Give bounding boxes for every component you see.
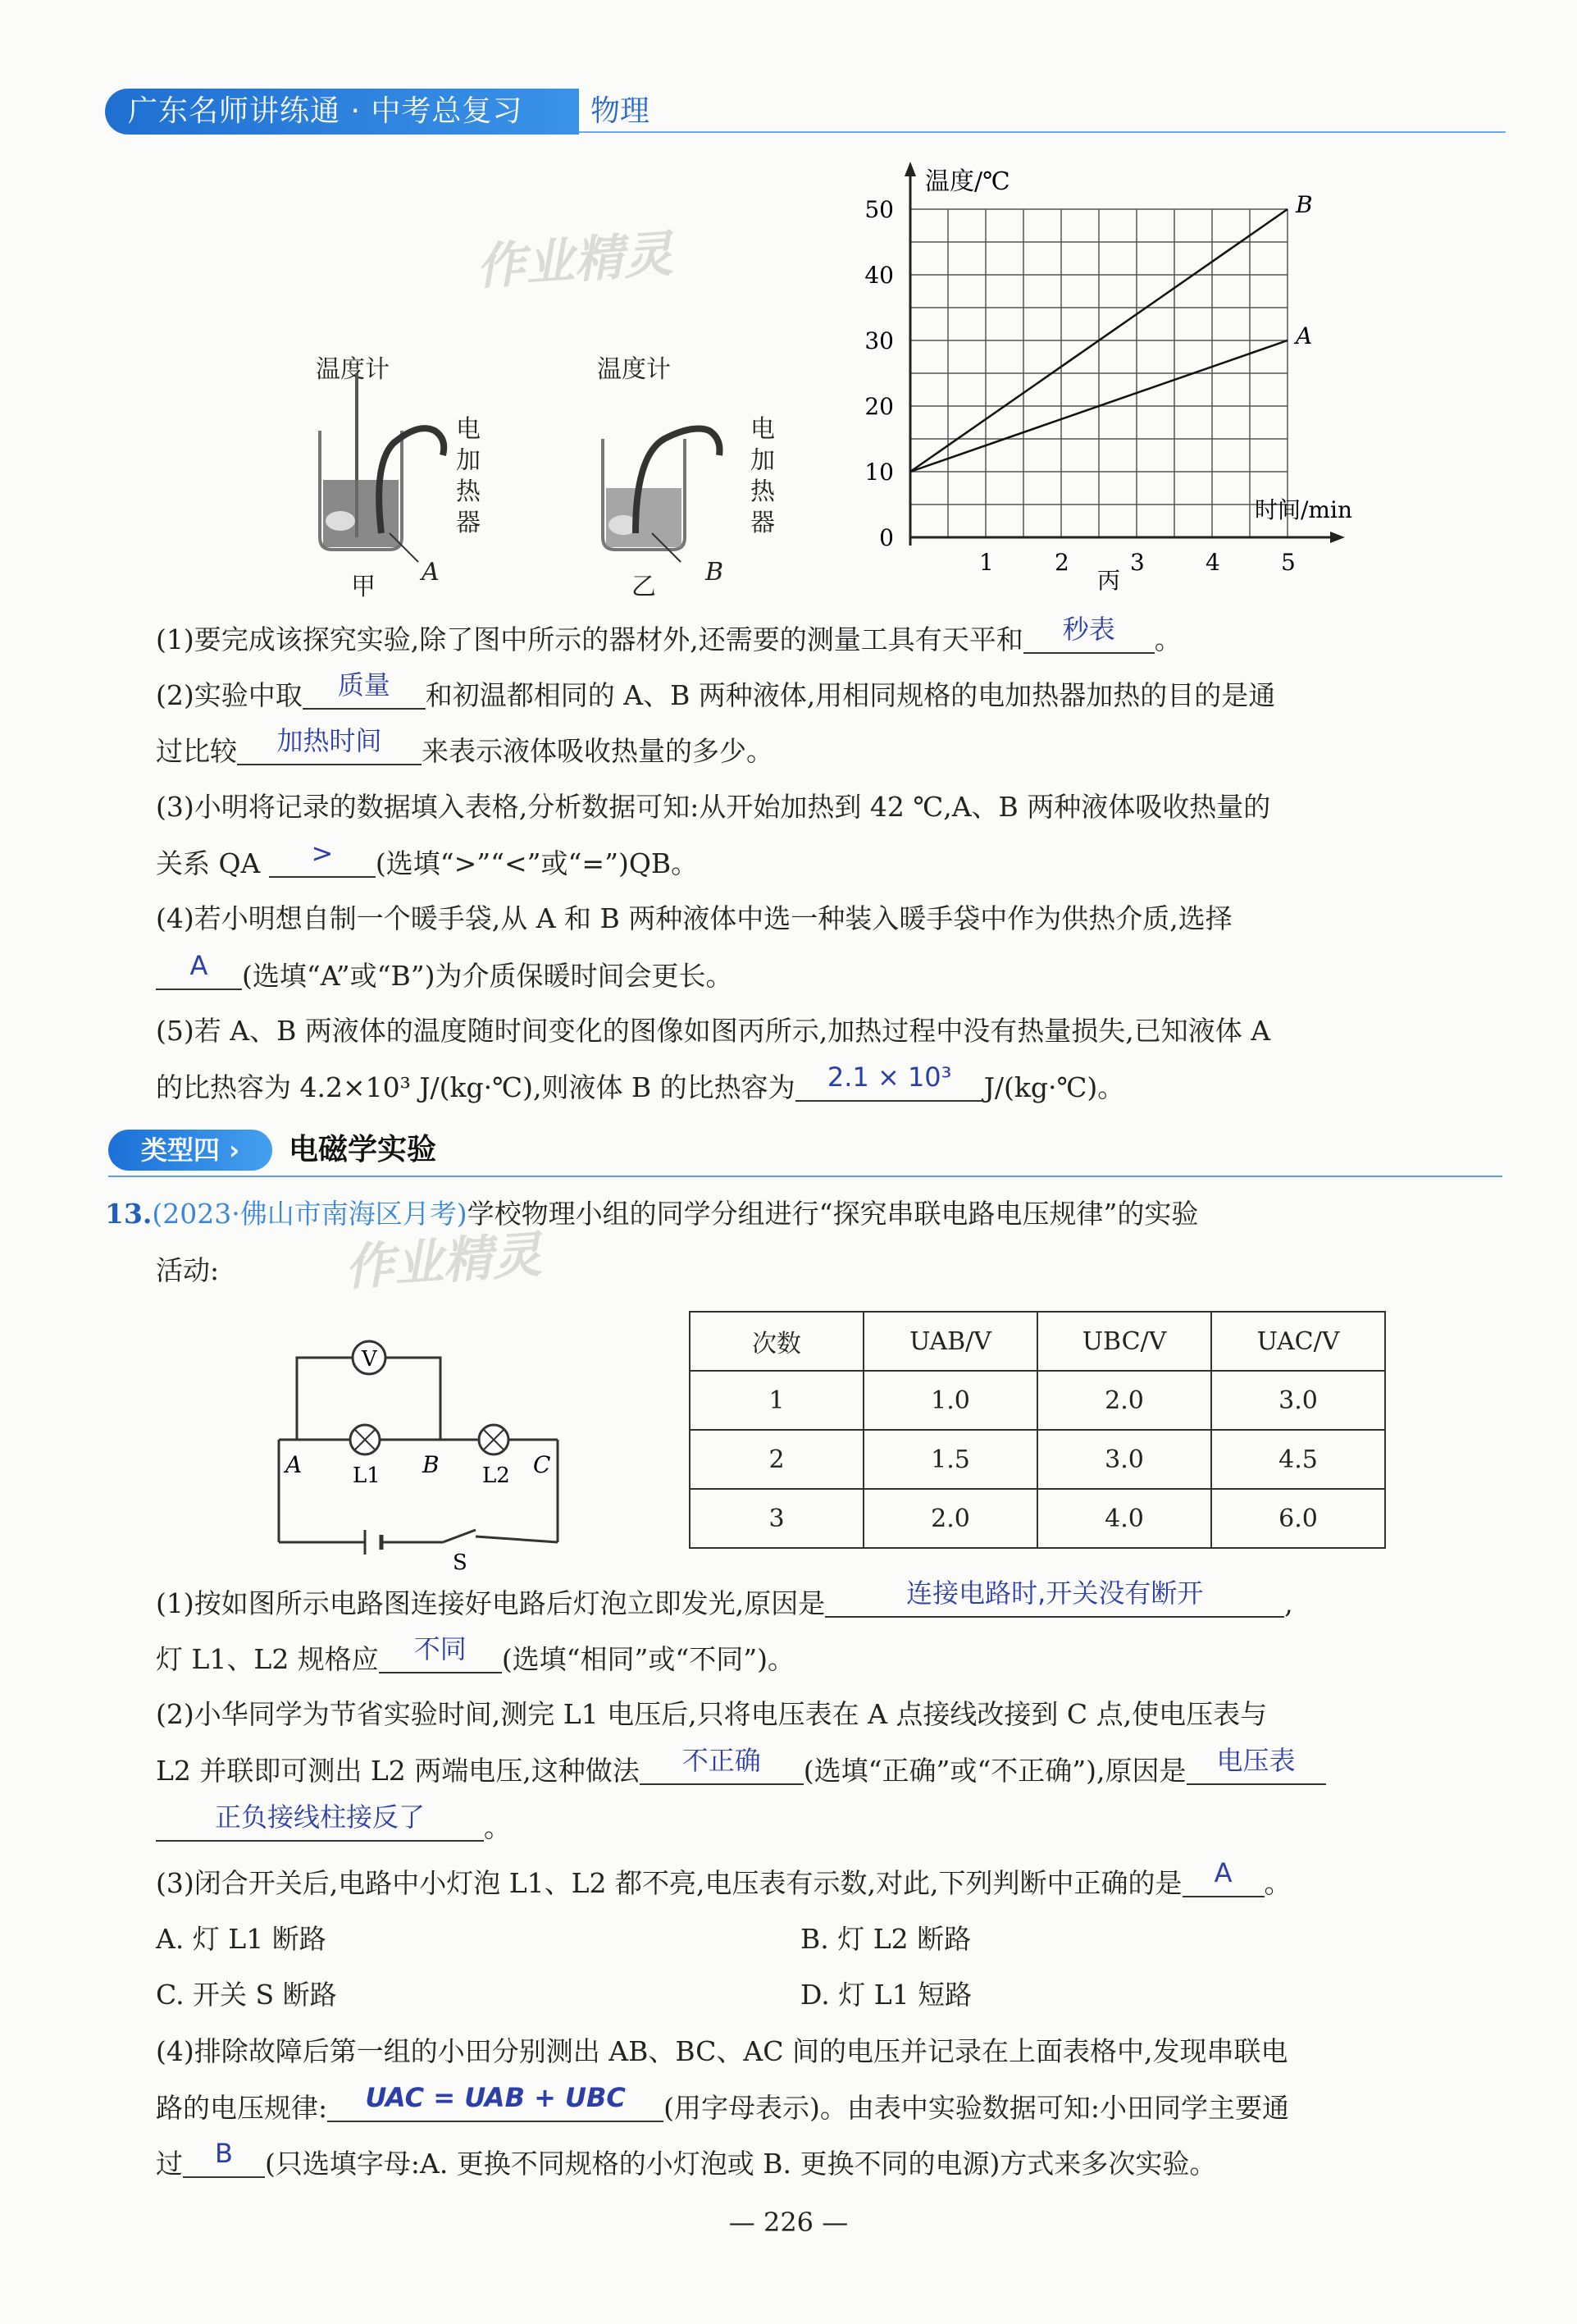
table-cell: 2.0 — [864, 1489, 1037, 1548]
answer-blank[interactable]: B — [183, 2144, 265, 2178]
q12-part5a: (5)若 A、B 两液体的温度随时间变化的图像如图丙所示,加热过程中没有热量损失,已知液体 A — [156, 1015, 1271, 1047]
q12-part2b: 过比较 加热时间 来表示液体吸收热量的多少。 — [156, 725, 773, 767]
circuit-diagram — [271, 1325, 582, 1575]
table-header-cell: 次数 — [690, 1312, 864, 1371]
series-label-a: A — [1296, 322, 1313, 349]
q12-part5b: 的比热容为 4.2×10³ J/(kg·℃),则液体 B 的比热容为 2.1 × 10³ J/(kg·℃)。 — [156, 1062, 1125, 1103]
beaker-yi-caption: 乙 — [631, 573, 656, 601]
table-row — [690, 1430, 1385, 1489]
liquid-b-label: B — [705, 558, 724, 587]
q13-part1a: (1)按如图所示电路图连接好电路后灯泡立即发光,原因是 连接电路时,开关没有断开 , — [156, 1577, 1293, 1619]
answer-blank[interactable]: 质量 — [303, 675, 426, 710]
answer-blank[interactable]: 秒表 — [1023, 619, 1155, 654]
x-tick-label: 5 — [1281, 549, 1296, 576]
table-header-cell: UAC/V — [1211, 1312, 1385, 1371]
answer-blank[interactable]: 正负接线柱接反了 — [156, 1807, 484, 1842]
beaker-jia-image — [320, 373, 444, 562]
beaker-yi-image — [603, 429, 720, 562]
table-cell: 3.0 — [1211, 1371, 1385, 1430]
switch-label: S — [453, 1550, 467, 1575]
heater-label-jia: 电加热器 — [456, 415, 481, 537]
answer-blank[interactable]: 不正确 — [640, 1751, 804, 1785]
table-cell: 3.0 — [1037, 1430, 1211, 1489]
answer-blank[interactable]: 不同 — [379, 1639, 502, 1673]
answer-blank[interactable]: A — [1183, 1863, 1265, 1897]
node-b-label: B — [422, 1451, 440, 1478]
x-tick-label: 3 — [1130, 549, 1145, 576]
answer-blank[interactable]: 2.1 × 10³ — [795, 1067, 984, 1102]
q13-option-d: D. 灯 L1 短路 — [800, 1979, 973, 2011]
q12-part3a: (3)小明将记录的数据填入表格,分析数据可知:从开始加热到 42 ℃,A、B 两种液体吸收热量的 — [156, 791, 1271, 823]
section-divider — [108, 1176, 1502, 1177]
q13-option-c: C. 开关 S 断路 — [156, 1979, 337, 2011]
y-axis-arrow — [905, 162, 916, 176]
q13-option-b: B. 灯 L2 断路 — [800, 1923, 972, 1955]
thermometer-label-jia: 温度计 — [316, 355, 390, 384]
y-tick-label: 10 — [864, 459, 894, 486]
answer-blank[interactable]: A — [156, 956, 242, 990]
subject-label: 物理 — [590, 94, 650, 128]
q13-stem-cont: 活动: — [156, 1254, 220, 1286]
q13-part2c: 正负接线柱接反了 。 — [156, 1807, 511, 1847]
liquid-a-label: A — [422, 558, 440, 587]
q13-stem: 13.(2023·佛山市南海区月考)学校物理小组的同学分组进行“探究串联电路电压规律”的实验 — [105, 1198, 1199, 1230]
table-cell: 2.0 — [1037, 1371, 1211, 1430]
section-header — [108, 1130, 1502, 1176]
x-axis-arrow — [1330, 532, 1345, 543]
table-cell: 4.5 — [1211, 1430, 1385, 1489]
table-header-cell: UBC/V — [1037, 1312, 1211, 1371]
panel-caption-bing: 丙 — [1097, 567, 1121, 594]
table-header-cell: UAB/V — [864, 1312, 1037, 1371]
header-divider — [579, 131, 1506, 133]
y-axis-label: 温度/℃ — [925, 167, 1010, 196]
table-cell: 6.0 — [1211, 1489, 1385, 1548]
y-tick-label: 20 — [864, 393, 894, 420]
heater-label-yi: 电加热器 — [750, 415, 775, 537]
section-badge: 类型四 › — [108, 1130, 272, 1171]
q13-option-a: A. 灯 L1 断路 — [156, 1923, 326, 1955]
table-cell: 2 — [690, 1430, 864, 1489]
q13-part2a: (2)小华同学为节省实验时间,测完 L1 电压后,只将电压表在 A 点接线改接到 C 点,使电压表与 — [156, 1698, 1268, 1730]
temperature-time-chart — [853, 160, 1394, 595]
voltage-data-table — [689, 1311, 1386, 1549]
node-c-label: C — [533, 1451, 551, 1478]
x-tick-label: 2 — [1055, 549, 1069, 576]
voltmeter-label: V — [362, 1347, 377, 1372]
q13-part4c: 过 B (只选填字母:A. 更换不同规格的小灯泡或 B. 更换不同的电源)方式来多次实验。 — [156, 2138, 1217, 2180]
x-tick-label: 4 — [1206, 549, 1220, 576]
q12-part2a: (2)实验中取 质量 和初温都相同的 A、B 两种液体,用相同规格的电加热器加热的目的是通 — [156, 669, 1276, 711]
q13-part4b: 路的电压规律: UAC = UAB + UBC (用字母表示)。由表中实验数据可知:小田同学主要通 — [156, 2082, 1289, 2124]
x-axis-label: 时间/min — [1255, 496, 1352, 523]
table-cell: 3 — [690, 1489, 864, 1548]
answer-blank[interactable]: > — [269, 843, 376, 878]
section-title: 电磁学实验 — [289, 1133, 437, 1167]
answer-blank[interactable]: 连接电路时,开关没有断开 — [825, 1583, 1284, 1618]
q12-part4b: A (选填“A”或“B”)为介质保暖时间会更长。 — [156, 956, 732, 996]
q12-part4a: (4)若小明想自制一个暖手袋,从 A 和 B 两种液体中选一种装入暖手袋中作为供热介质,选择 — [156, 902, 1233, 934]
node-a-label: A — [285, 1451, 303, 1478]
answer-blank[interactable]: 加热时间 — [237, 731, 422, 765]
q13-part1b: 灯 L1、L2 规格应 不同 (选填“相同”或“不同”)。 — [156, 1633, 795, 1675]
y-tick-label: 50 — [864, 196, 894, 223]
q13-part3: (3)闭合开关后,电路中小灯泡 L1、L2 都不亮,电压表有示数,对此,下列判断中正确的是 A 。 — [156, 1857, 1292, 1899]
thermometer-label-yi: 温度计 — [597, 355, 671, 384]
beaker-jia-caption: 甲 — [351, 573, 376, 601]
answer-blank[interactable]: 电压表 — [1187, 1751, 1326, 1785]
table-row — [690, 1489, 1385, 1548]
q12-part3b: 关系 QA > (选填“>”“<”或“=”)QB。 — [156, 838, 699, 879]
series-label-b: B — [1296, 191, 1313, 218]
table-row — [690, 1371, 1385, 1430]
watermark: 作业精灵 — [474, 225, 675, 297]
table-cell: 1.0 — [864, 1371, 1037, 1430]
y-tick-label: 30 — [864, 327, 894, 354]
page-number: — 226 — — [728, 2207, 849, 2238]
chart-grid — [910, 209, 1288, 537]
lamp-l2-label: L2 — [482, 1463, 510, 1488]
lamp-l1-label: L1 — [353, 1463, 381, 1488]
answer-blank[interactable]: UAC = UAB + UBC — [327, 2088, 663, 2122]
table-header-row — [690, 1312, 1385, 1371]
table-cell: 1.5 — [864, 1430, 1037, 1489]
x-tick-label: 1 — [979, 549, 994, 576]
y-tick-label: 40 — [864, 262, 894, 289]
watermark: 作业精灵 — [343, 1226, 544, 1298]
table-cell: 1 — [690, 1371, 864, 1430]
q13-part4a: (4)排除故障后第一组的小田分别测出 AB、BC、AC 间的电压并记录在上面表格中,发现串联电 — [156, 2035, 1288, 2067]
y-tick-label: 0 — [879, 524, 894, 551]
book-title-banner: 广东名师讲练通 · 中考总复习 — [105, 89, 579, 135]
question-number: 13. — [105, 1198, 153, 1230]
q12-part1: (1)要完成该探究实验,除了图中所示的器材外,还需要的测量工具有天平和 秒表 。 — [156, 614, 1182, 655]
q13-part2b: L2 并联即可测出 L2 两端电压,这种做法 不正确 (选填“正确”或“不正确”),原因是 电压表 — [156, 1751, 1326, 1791]
question-source: (2023·佛山市南海区月考) — [152, 1198, 467, 1230]
table-cell: 4.0 — [1037, 1489, 1211, 1548]
